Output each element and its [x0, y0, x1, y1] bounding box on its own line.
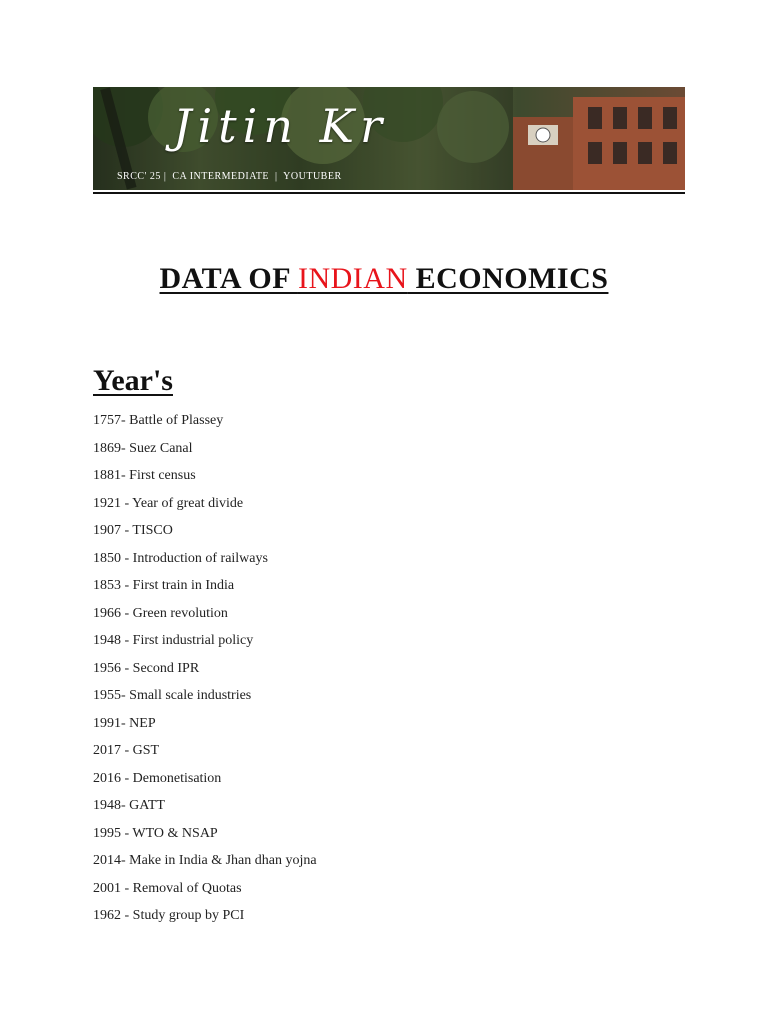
years-list [93, 410, 317, 933]
list-item: 1966 - Green revolution [93, 605, 228, 621]
list-item: 1757- Battle of Plassey [93, 413, 224, 428]
list-item: 2014- Make in India & Jhan dhan yojna [93, 853, 317, 868]
banner-tagline: SRCC' 25 | CA INTERMEDIATE | YOUTUBER [117, 171, 342, 182]
list-item: 1881- First census [93, 468, 196, 483]
section-heading: Year's [93, 364, 173, 397]
banner-signature: Jitin Kr [173, 99, 388, 153]
title-highlight: INDIAN [297, 262, 408, 295]
list-item: 1907 - TISCO [93, 523, 173, 538]
list-item: 2001 - Removal of Quotas [93, 880, 242, 896]
list-item: 1853 - First train in India [93, 578, 235, 593]
page-title [0, 262, 768, 296]
title-part-2: ECONOMICS [407, 262, 609, 295]
list-item: 1955- Small scale industries [93, 688, 252, 703]
list-item: 1995 - WTO & NSAP [93, 825, 218, 841]
banner-divider [93, 192, 685, 194]
list-item: 2017 - GST [93, 743, 160, 758]
list-item: 1991- NEP [93, 715, 156, 731]
list-item: 1962 - Study group by PCI [93, 908, 245, 923]
title-part-1: DATA OF [159, 262, 298, 295]
list-item: 1948- GATT [93, 798, 165, 813]
list-item: 1850 - Introduction of railways [93, 550, 268, 566]
list-item: 1921 - Year of great divide [93, 495, 244, 511]
list-item: 1869- Suez Canal [93, 440, 193, 456]
list-item: 1956 - Second IPR [93, 660, 200, 676]
header-banner [93, 87, 685, 190]
list-item: 2016 - Demonetisation [93, 770, 222, 786]
list-item: 1948 - First industrial policy [93, 633, 254, 648]
